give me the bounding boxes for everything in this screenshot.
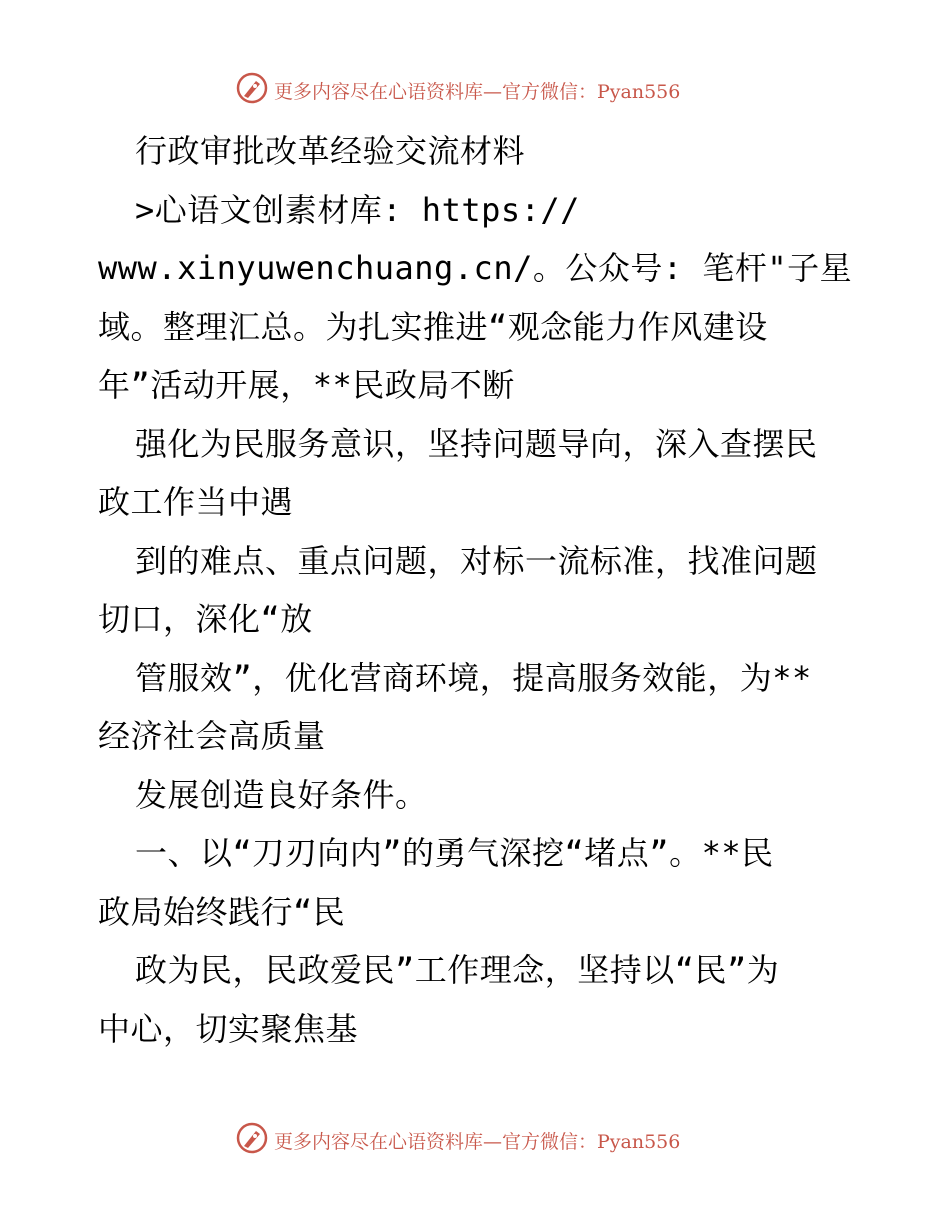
section-heading-line: 一、以“刀刃向内”的勇气深挖“堵点”。**民 [135, 834, 774, 872]
text-line: 发展创造良好条件。 [135, 775, 428, 814]
text-line: 中心，切实聚焦基 [98, 1009, 359, 1048]
document-title: 行政审批改革经验交流材料 [135, 132, 526, 170]
text-line: >心语文创素材库: https:// [135, 190, 580, 229]
text-line: 强化为民服务意识，坚持问题导向，深入查摆民 [135, 424, 818, 463]
text-line: 域。整理汇总。为扎实推进“观念能力作风建设 [98, 307, 768, 346]
header-banner-text: 更多内容尽在心语资料库—官方微信：Pyan556 [274, 81, 681, 103]
text-line: 政为民，民政爱民”工作理念，坚持以“民”为 [135, 951, 780, 989]
header-banner [0, 70, 950, 110]
pen-nib-logo-icon [236, 72, 268, 104]
pen-nib-logo-icon [236, 1122, 268, 1154]
footer-banner-text: 更多内容尽在心语资料库—官方微信：Pyan556 [274, 1131, 681, 1153]
document-body [98, 122, 858, 1058]
text-line: 政局始终践行“民 [98, 892, 346, 931]
text-line: 切口，深化“放 [98, 600, 313, 638]
text-line: 年”活动开展，**民政局不断 [98, 366, 515, 404]
text-line: 到的难点、重点问题，对标一流标准，找准问题 [135, 541, 818, 580]
text-line: 政工作当中遇 [98, 483, 294, 521]
text-line: 管服效”，优化营商环境，提高服务效能，为** [135, 658, 812, 697]
footer-banner [0, 1120, 950, 1160]
text-line: 经济社会高质量 [98, 717, 326, 755]
text-line: www.xinyuwenchuang.cn/。公众号: 笔杆"子星 [98, 249, 853, 287]
